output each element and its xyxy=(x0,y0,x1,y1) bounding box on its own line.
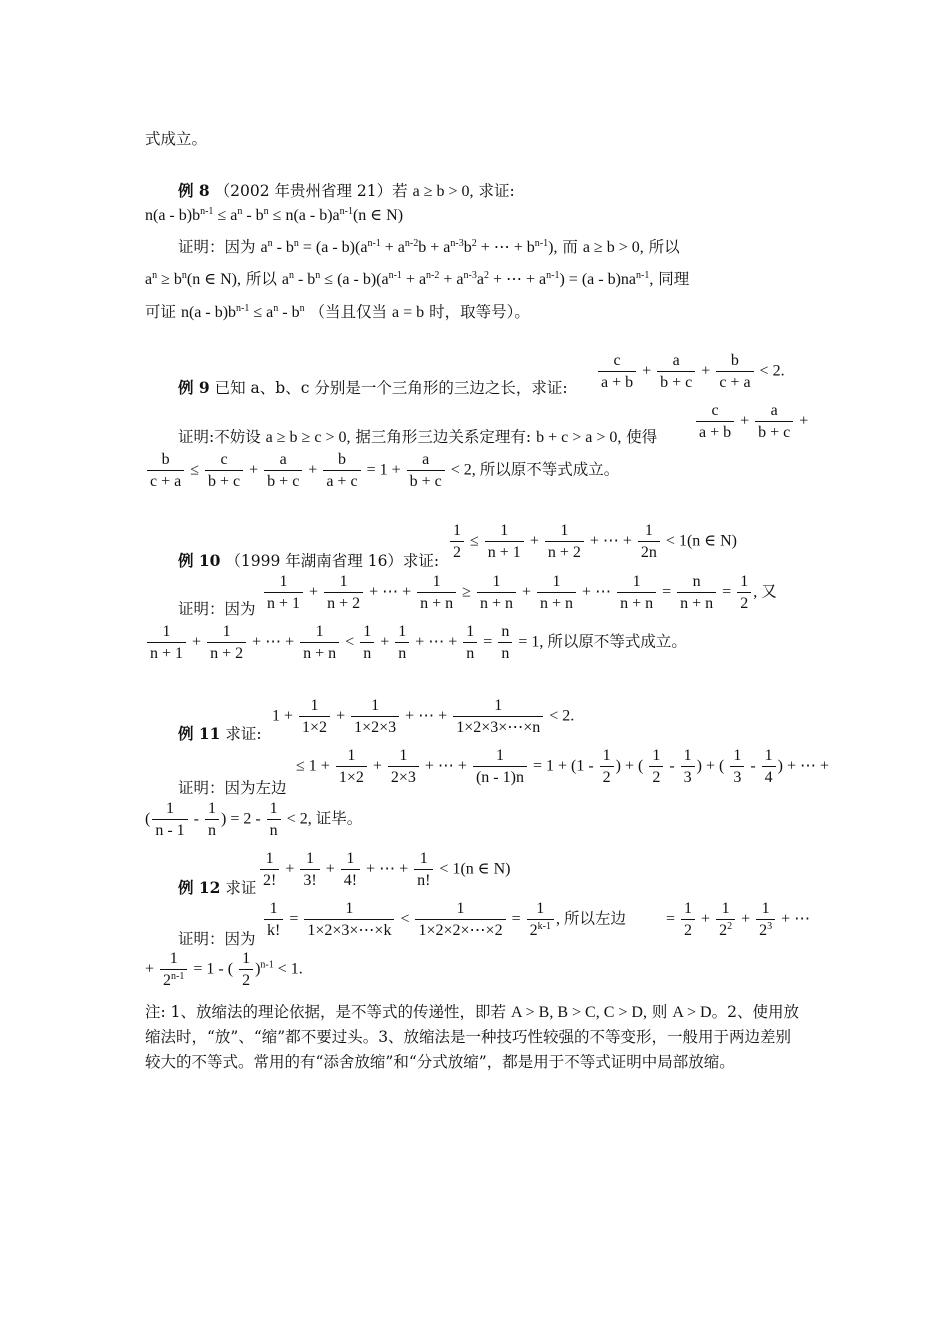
example-10-proof-line1: $\frac{1}{n + 1}$ + $\frac{1}{n + 2}$ + ⋯ + $\frac{1}{n + n}$ ≥ $\frac{1}{n + n}$ + $\frac{1}{n + n}$ + ⋯ $\frac{1}{n + n}$ = $\frac{n}{n + n}$ = $\frac{1}{2}$ , 又 xyxy=(262,574,777,612)
example-8-heading xyxy=(178,183,515,200)
example-9-formula: $\frac{c}{a + b}$ + $\frac{a}{b + c}$ + $\frac{b}{c + a}$ < 2. xyxy=(596,353,785,391)
example-9-proof-line1-formula: $\frac{c}{a + b}$ + $\frac{a}{b + c}$ + xyxy=(694,403,808,441)
continuation-text: 式成立。 xyxy=(145,130,208,148)
example-11-formula: 1 + $\frac{1}{1\times 2}$ + $\frac{1}{1\times 2\times 3}$ + ⋯ + $\frac{1}{1\times 2\times 3\times\cdots\times n}$ < 2. xyxy=(272,697,575,736)
example-8-proof-line1: 证明：因为 $a^n - b^n = (a - b)(a^{n-1} + a^{n-2}b + a^{n-3}b^2$ + ⋯ + $b^{n-1}$), 而 a ≥ b > 0, 所以 xyxy=(178,238,680,256)
example-12-proof-line2: + $\frac{1}{2^{n-1}}$ = 1 - ( $\frac{1}{2}$ )$^{n-1}$ < 1. xyxy=(145,950,303,989)
example-8-proof-line2: $a^n \ge b^n(n$ ∈ N), 所以 $a^n - b^n \le (a - b)(a^{n-1} + a^{n-2} + a^{n-3}a^2$ + ⋯ + $a^{n-1}) = (a - b)na^{n-1}$, 同理 xyxy=(145,270,690,288)
example-12-proof-line1: $\frac{1}{k!}$ = $\frac{1}{1\times 2\times 3\times\cdots\times k}$ < $\frac{1}{1\times 2\times 2\times\cdots\times 2}$ = $\frac{1}{2^{k-1}}$ , 所以左边 xyxy=(262,901,626,939)
example-11-heading: 例 11 求证: xyxy=(178,724,262,743)
example-11-label: 例 11 xyxy=(178,724,221,743)
example-12-formula: $\frac{1}{2!}$ + $\frac{1}{3!}$ + $\frac{1}{4!}$ + ⋯ + $\frac{1}{n!}$ < 1(n ∈ N) xyxy=(258,851,511,889)
example-10-proof-intro: 证明：因为 xyxy=(178,600,256,618)
example-10-formula: $\frac{1}{2}$ ≤ $\frac{1}{n + 1}$ + $\frac{1}{n + 2}$ + ⋯ + $\frac{1}{2n}$ < 1(n ∈ N) xyxy=(448,523,737,561)
example-9-label: 例 9 xyxy=(178,378,210,397)
example-11-proof-intro: 证明：因为左边 xyxy=(178,779,287,797)
example-10-label: 例 10 xyxy=(178,551,221,570)
example-8-statement: $n(a - b)b^{n-1} \le a^n - b^n \le n(a - b)a^{n-1}(n$ ∈ N) xyxy=(145,206,404,224)
example-11-proof-line2: ( $\frac{1}{n - 1}$ - $\frac{1}{n}$ ) = 2 - $\frac{1}{n}$ < 2, 证毕。 xyxy=(145,800,363,839)
example-9-proof-line1-text: 证明:不妨设 a ≥ b ≥ c > 0, 据三角形三边关系定理有: b + c > a > 0, 使得 xyxy=(178,428,658,446)
example-9-heading xyxy=(178,380,568,397)
example-12-heading: 例 12 求证 xyxy=(178,878,257,897)
example-8-proof-line3: 可证 $n(a - b)b^{n-1} \le a^n - b^n$ （当且仅当 a = b 时，取等号）。 xyxy=(145,303,530,321)
example-10-source: （1999 年湖南省理 16）求证: xyxy=(225,552,440,570)
example-11-proof-line1: ≤ 1 + $\frac{1}{1\times 2}$ + $\frac{1}{2\times 3}$ + ⋯ + $\frac{1}{(n - 1)n}$ = 1 + (1 - $\frac{1}{2}$ ) + ( $\frac{1}{2}$ - $\frac{1}{3}$ ) + ( $\frac{1}{3}$ - $\frac{1}{4}$ ) + ⋯ + xyxy=(296,747,830,786)
note-paragraph: 注: 1、放缩法的理论依据，是不等式的传递性，即若 A > B, B > C, C > D, 则 A > D。2、使用放缩法时，“放”、“缩”都不要过头。3、放缩法是一种技巧性较强的不等变形，一般用于两边差别较大的不等式。常用的有“添舍放缩”和“分式放缩”，都是用于不等式证明中局部放缩。 xyxy=(145,1003,799,1071)
example-8-source: （2002 年贵州省理 21）若 xyxy=(214,182,408,200)
example-8-condition: a ≥ b > 0, xyxy=(412,183,474,200)
example-10-proof-line2: $\frac{1}{n + 1}$ + $\frac{1}{n + 2}$ + ⋯ + $\frac{1}{n + n}$ < $\frac{1}{n}$ + $\frac{1}{n}$ + ⋯ + $\frac{1}{n}$ = $\frac{n}{n}$ = 1, 所以原不等式成立。 xyxy=(145,624,687,662)
example-8-label: 例 8 xyxy=(178,181,210,200)
example-12-label: 例 12 xyxy=(178,878,221,897)
example-12-proof-intro: 证明：因为 xyxy=(178,930,256,948)
example-9-proof-line2: $\frac{b}{c + a}$ ≤ $\frac{c}{b + c}$ + $\frac{a}{b + c}$ + $\frac{b}{a + c}$ = 1 + $\frac{a}{b + c}$ < 2, 所以原不等式成立。 xyxy=(145,452,619,490)
example-10-heading xyxy=(178,553,439,570)
example-9-text: 已知 a、b、c 分别是一个三角形的三边之长，求证: xyxy=(214,379,568,397)
example-8-prove-label: 求证: xyxy=(478,182,515,200)
example-12-proof-line1-right: = $\frac{1}{2}$ + $\frac{1}{2^2}$ + $\frac{1}{2^3}$ + ⋯ xyxy=(666,900,811,939)
